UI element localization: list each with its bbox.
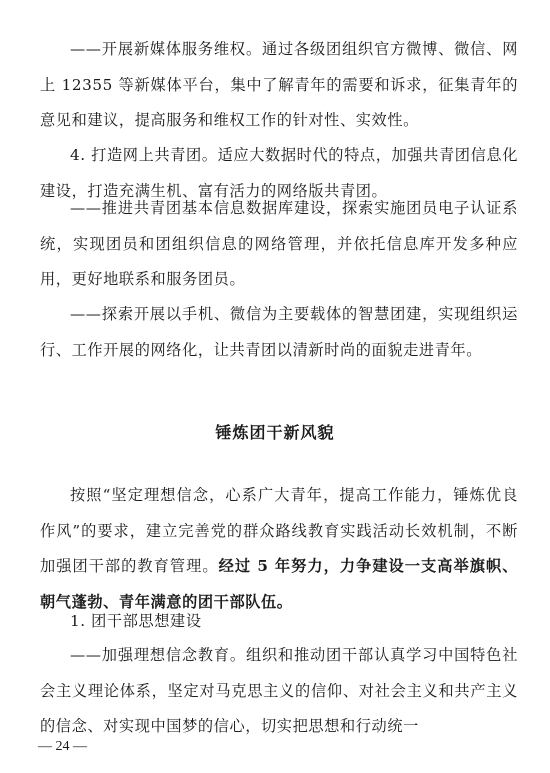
subheading-ideology: 1. 团干部思想建设 xyxy=(70,612,202,630)
paragraph-database: ——推进共青团基本信息数据库建设，探索实施团员电子认证系统，实现团员和团组织信息的网络管理，并依托信息库开发多种应用，更好地联系和服务团员。 xyxy=(40,199,518,288)
paragraph-smart-league: ——探索开展以手机、微信为主要载体的智慧团建，实现组织运行、工作开展的网络化，让共青团以清新时尚的面貌走进青年。 xyxy=(40,305,518,359)
page-number: — 24 — xyxy=(38,739,87,754)
intro-bold-text: 经过 5 年努力，力争建设一支高举旗帜、朝气蓬勃、青年满意的团干部队伍。 xyxy=(40,557,518,611)
paragraph-online-league: 4. 打造网上共青团。适应大数据时代的特点，加强共青团信息化建设，打造充满生机、富有活力的网络版共青团。 xyxy=(40,146,518,200)
paragraph-ideals-education: ——加强理想信念教育。组织和推动团干部认真学习中国特色社会主义理论体系，坚定对马克思主义的信仰、对社会主义和共产主义的信念、对实现中国梦的信心，切实把思想和行动统一 xyxy=(40,646,518,735)
paragraph-new-media-rights: ——开展新媒体服务维权。通过各级团组织官方微博、微信、网上 12355 等新媒体平台，集中了解青年的需要和诉求，征集青年的意见和建议，提高服务和维权工作的针对性、实效性。 xyxy=(40,40,518,129)
section-heading: 锤炼团干新风貌 xyxy=(215,423,335,442)
paragraph-intro xyxy=(40,478,518,620)
intro-normal-text: 按照“坚定理想信念，心系广大青年，提高工作能力，锤炼优良作风”的要求，建立完善党的群众路线教育实践活动长效机制，不断加强团干部的教育管理。 xyxy=(40,486,518,575)
